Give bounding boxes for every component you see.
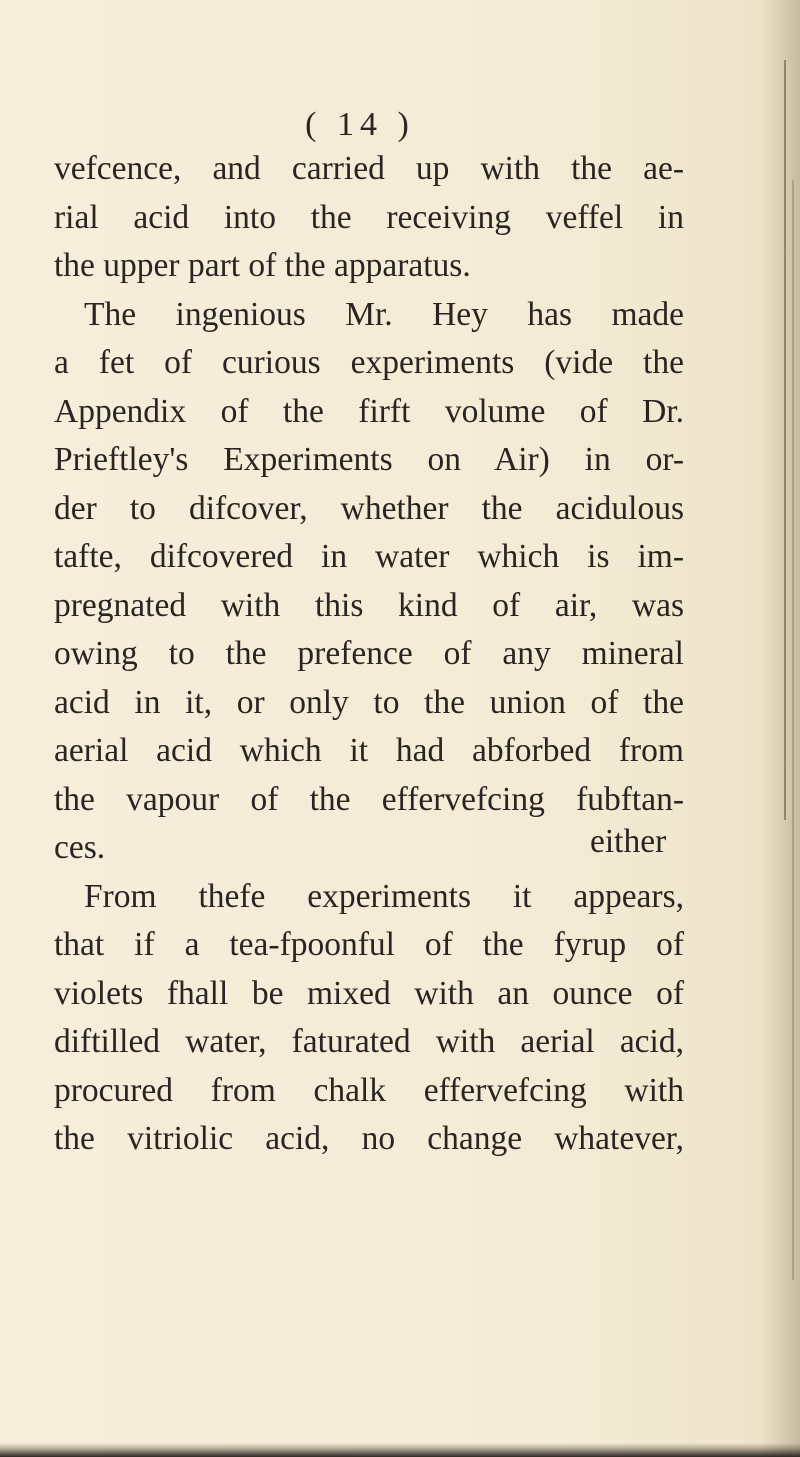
text-line: Prieftley's Experiments on Air) in or-	[54, 441, 684, 478]
text-line: The ingenious Mr. Hey has made	[84, 295, 684, 333]
text-line: that if a tea-fpoonful of the fyrup of	[54, 926, 684, 963]
text-line: From thefe experiments it appears,	[84, 877, 684, 915]
text-line: aerial acid which it had abforbed from	[54, 732, 684, 769]
page-bottom-edge	[0, 1443, 800, 1457]
page-edge-line	[792, 180, 794, 1280]
text-line: tafte, difcovered in water which is im-	[54, 538, 684, 575]
text-line: rial acid into the receiving veffel in	[54, 198, 684, 236]
page-number: ( 14 )	[305, 106, 415, 143]
body-text	[54, 145, 684, 1164]
text-line: the upper part of the apparatus.	[54, 247, 471, 284]
text-line: a fet of curious experiments (vide the	[54, 344, 684, 381]
text-line: violets fhall be mixed with an ounce of	[54, 974, 684, 1012]
text-line: pregnated with this kind of air, was	[54, 586, 684, 624]
page-edge-shadow	[760, 0, 800, 1457]
page-edge-line	[784, 60, 786, 820]
text-line: acid in it, or only to the union of the	[54, 683, 684, 721]
text-line: ces.	[54, 829, 106, 866]
text-line: der to difcover, whether the acidulous	[54, 489, 684, 527]
text-line: diftilled water, faturated with aerial acid,	[54, 1023, 684, 1060]
text-line: vefcence, and carried up with the ae-	[54, 150, 684, 187]
text-line: owing to the prefence of any mineral	[54, 635, 684, 672]
text-line: Appendix of the firft volume of Dr.	[54, 392, 684, 430]
text-line: the vapour of the effervefcing fubftan-	[54, 780, 684, 818]
text-line: procured from chalk effervefcing with	[54, 1071, 684, 1109]
text-line: the vitriolic acid, no change whatever,	[54, 1120, 684, 1157]
catchword: either	[590, 823, 667, 860]
